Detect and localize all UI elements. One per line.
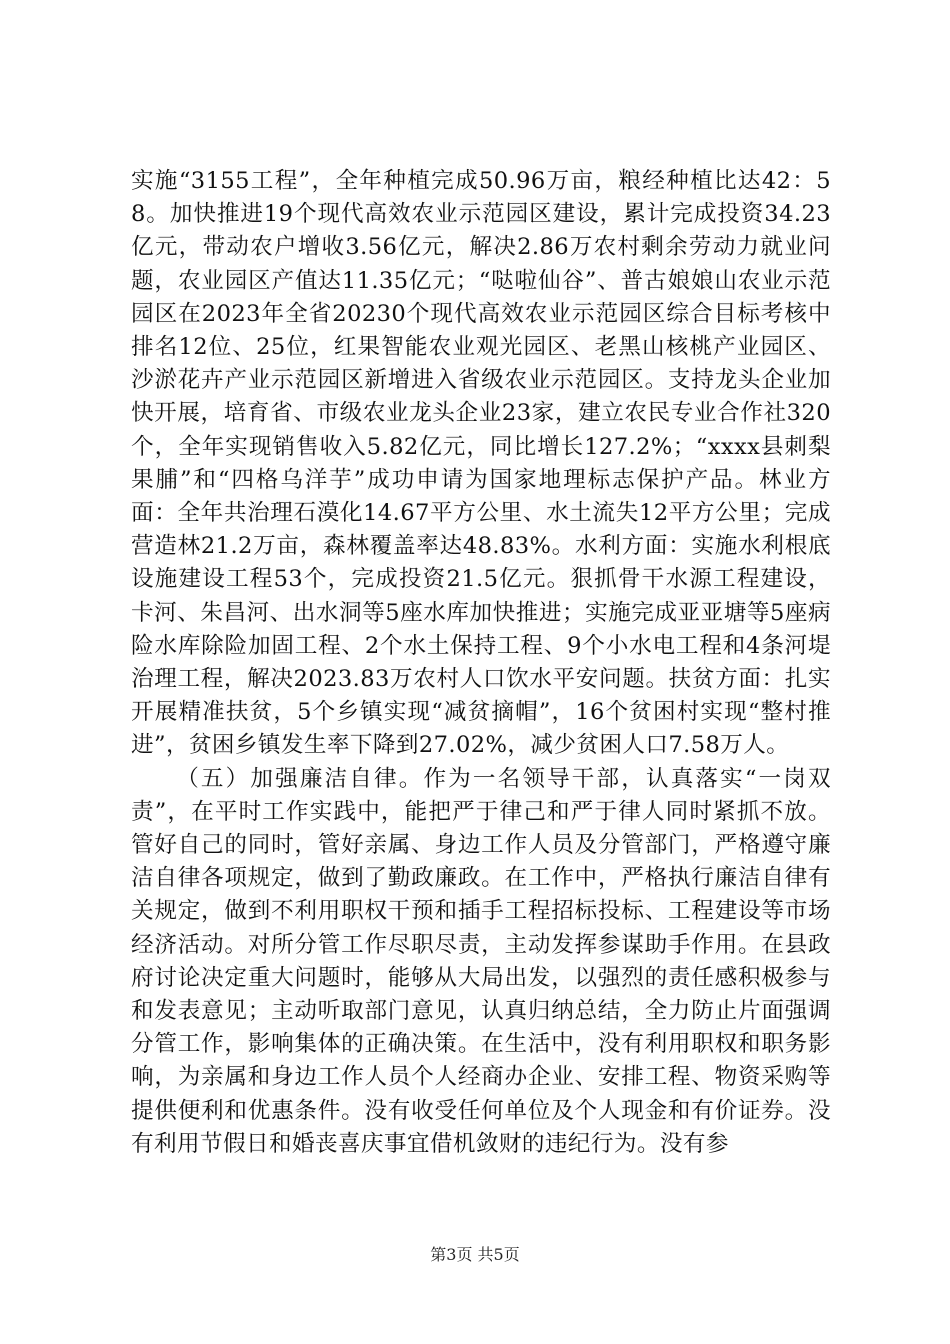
paragraph-integrity: （五）加强廉洁自律。作为一名领导干部，认真落实“一岗双责”，在平时工作实践中，能把严于律己和严于律人同时紧抓不放。管好自己的同时，管好亲属、身边工作人员及分管部门，严格遵守廉洁自律各项规定，做到了勤政廉政。在工作中，严格执行廉洁自律有关规定，做到不利用职权干预和插手工程招标投标、工程建设等市场经济活动。对所分管工作尽职尽责，主动发挥参谋助手作用。在县政府讨论决定重大问题时，能够从大局出发，以强烈的责任感积极参与和发表意见；主动听取部门意见，认真归纳总结，全力防止片面强调分管工作，影响集体的正确决策。在生活中，没有利用职权和职务影响，为亲属和身边工作人员个人经商办企业、安排工程、物资采购等提供便利和优惠条件。没有收受任何单位及个人现金和有价证券。没有利用节假日和婚丧喜庆事宜借机敛财的违纪行为。没有参 xyxy=(131,765,831,1157)
paragraph-agriculture: 实施“3155工程”，全年种植完成50.96万亩，粮经种植比达42：58。加快推进19个现代高效农业示范园区建设，累计完成投资34.23亿元，带动农户增收3.56亿元，解决2.86万农村剩余劳动力就业问题，农业园区产值达11.35亿元；“哒啦仙谷”、普古娘娘山农业示范园区在2023年全省20230个现代高效农业示范园区综合目标考核中排名12位、25位，红果智能农业观光园区、老黑山核桃产业园区、沙淤花卉产业示范园区新增进入省级农业示范园区。支持龙头企业加快开展，培育省、市级农业龙头企业23家，建立农民专业合作社320个，全年实现销售收入5.82亿元，同比增长127.2%；“xxxx县刺梨果脯”和“四格乌洋芋”成功申请为国家地理标志保护产品。林业方面：全年共治理石漠化14.67平方公里、水土流失12平方公里；完成营造林21.2万亩，森林覆盖率达48.83%。水利方面：实施水利根底设施建设工程53个，完成投资21.5亿元。狠抓骨干水源工程建设，卡河、朱昌河、出水洞等5座水库加快推进；实施完成亚亚塘等5座病险水库除险加固工程、2个水土保持工程、9个小水电工程和4条河堤治理工程，解决2023.83万农村人口饮水平安问题。扶贫方面：扎实开展精准扶贫，5个乡镇实现“减贫摘帽”，16个贫困村实现“整村推进”，贫困乡镇发生率下降到27.02%，减少贫困人口7.58万人。 xyxy=(131,168,831,759)
document-body xyxy=(131,165,831,1161)
page-number-footer: 第3页 共5页 xyxy=(430,1245,520,1264)
